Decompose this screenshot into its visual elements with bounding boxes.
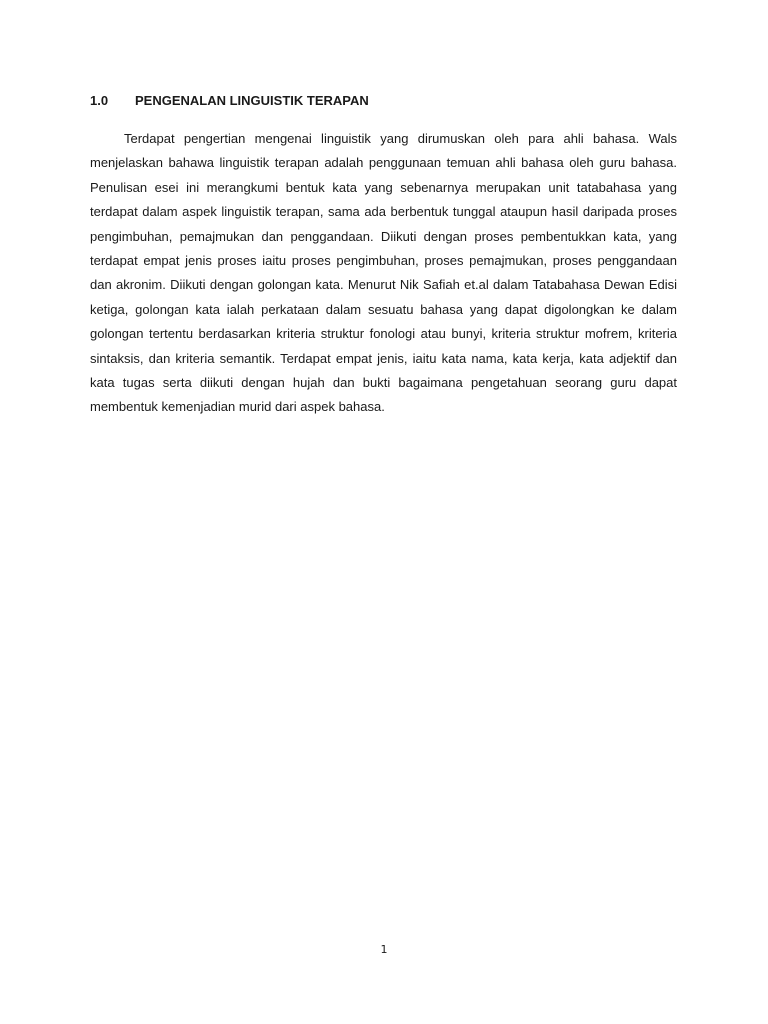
page-number: 1 (380, 943, 388, 956)
body-paragraph: Terdapat pengertian mengenai linguistik yang dirumuskan oleh para ahli bahasa. Wals menjelaskan bahawa linguistik terapan adalah penggunaan temuan ahli bahasa oleh guru bahasa. Penulisan esei ini merangkumi bentuk kata yang sebenarnya merupakan unit tatabahasa yang terdapat dalam aspek linguistik terapan, sama ada berbentuk tunggal ataupun hasil daripada proses pengimbuhan, pemajmukan dan penggandaan. Diikuti dengan proses pembentukkan kata, yang terdapat empat jenis proses iaitu proses pengimbuhan, proses pemajmukan, proses penggandaan dan akronim. Diikuti dengan golongan kata. Menurut Nik Safiah et.al dalam Tatabahasa Dewan Edisi ketiga, golongan kata ialah perkataan dalam sesuatu bahasa yang dapat digolongkan ke dalam golongan tertentu berdasarkan kriteria struktur fonologi atau bunyi, kriteria struktur mofrem, kriteria sintaksis, dan kriteria semantik. Terdapat empat jenis, iaitu kata nama, kata kerja, kata adjektif dan kata tugas serta diikuti dengan hujah dan bukti bagaimana pengetahuan seorang guru dapat membentuk kemenjadian murid dari aspek bahasa. (90, 131, 677, 415)
section-heading (90, 92, 369, 110)
section-title: PENGENALAN LINGUISTIK TERAPAN (135, 93, 369, 108)
section-number: 1.0 (90, 93, 109, 108)
